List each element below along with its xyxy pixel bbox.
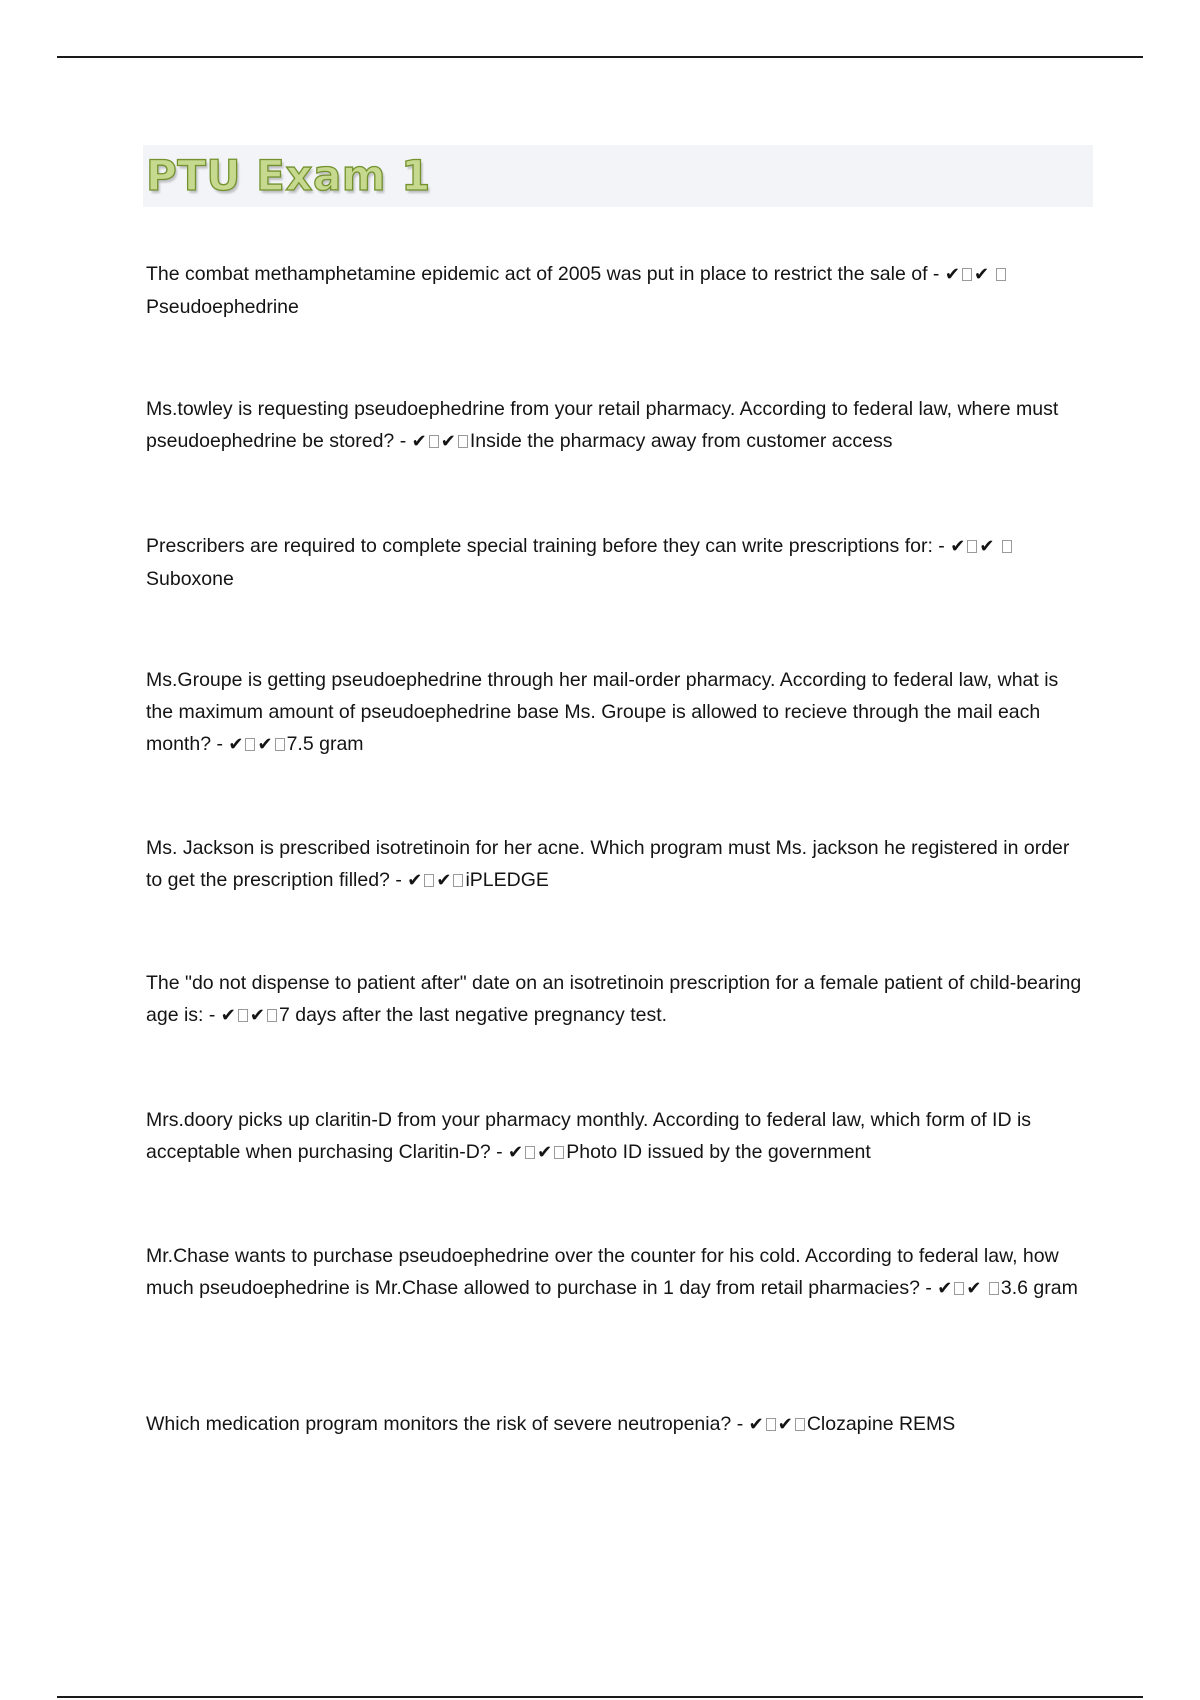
qa-item-7 bbox=[146, 1104, 1086, 1169]
placeholder-box-icon bbox=[275, 738, 285, 751]
answer-text: Clozapine REMS bbox=[806, 1413, 956, 1435]
answer-text: 3.6 gram bbox=[1000, 1277, 1078, 1299]
qa-item-3 bbox=[146, 530, 1086, 595]
qa-item-6 bbox=[146, 967, 1086, 1032]
separator: - bbox=[203, 1004, 221, 1026]
separator: - bbox=[394, 430, 412, 452]
check-icon: ✔ bbox=[220, 1005, 236, 1026]
document-title: PTU Exam 1 bbox=[146, 151, 431, 200]
check-icon: ✔ bbox=[973, 264, 990, 285]
answer-text: Inside the pharmacy away from customer access bbox=[469, 430, 893, 452]
answer-text: Photo ID issued by the government bbox=[566, 1141, 871, 1163]
check-icon: ✔ bbox=[944, 264, 960, 285]
check-icon: ✔ bbox=[950, 536, 966, 557]
check-icon: ✔ bbox=[966, 1278, 982, 1299]
check-icon: ✔ bbox=[777, 1414, 793, 1435]
header-rule bbox=[57, 56, 1143, 58]
check-icon: ✔ bbox=[257, 734, 273, 755]
placeholder-box-icon bbox=[267, 1009, 277, 1022]
footer-rule bbox=[57, 1696, 1143, 1698]
check-icon: ✔ bbox=[937, 1278, 953, 1299]
placeholder-box-icon bbox=[766, 1418, 776, 1431]
check-icon: ✔ bbox=[407, 870, 423, 891]
placeholder-box-icon bbox=[954, 1282, 964, 1295]
check-icon: ✔ bbox=[249, 1005, 265, 1026]
check-icon: ✔ bbox=[411, 431, 427, 452]
placeholder-box-icon bbox=[245, 738, 255, 751]
question-text: Mr.Chase wants to purchase pseudoephedrine over the counter for his cold. According to federal law, how much pseudoephedrine is Mr.Chase allowed to purchase in 1 day from retail pharmacies? bbox=[146, 1245, 1059, 1299]
check-icon: ✔ bbox=[436, 870, 452, 891]
qa-item-5 bbox=[146, 832, 1086, 897]
answer-text: 7 days after the last negative pregnancy test. bbox=[278, 1004, 668, 1026]
question-text: Mrs.doory picks up claritin-D from your pharmacy monthly. According to federal law, which form of ID is acceptable when purchasing Claritin-D? bbox=[146, 1109, 1032, 1163]
answer-text: 7.5 gram bbox=[286, 733, 364, 755]
separator: - bbox=[490, 1141, 509, 1163]
placeholder-box-icon bbox=[989, 1282, 999, 1295]
question-text: Which medication program monitors the risk of severe neutropenia? bbox=[146, 1413, 732, 1435]
question-text: Ms. Jackson is prescribed isotretinoin for her acne. Which program must Ms. jackson he registered in order to get the prescription filled? bbox=[146, 837, 1070, 891]
qa-item-2 bbox=[146, 393, 1086, 458]
question-text: Ms.towley is requesting pseudoephedrine from your retail pharmacy. According to federal law, where must pseudoephedrine be stored? bbox=[146, 398, 1059, 452]
qa-item-1 bbox=[146, 258, 1086, 323]
check-icon: ✔ bbox=[748, 1414, 764, 1435]
separator: - bbox=[932, 535, 951, 557]
answer-text: Suboxone bbox=[146, 568, 234, 590]
placeholder-box-icon bbox=[967, 540, 977, 553]
separator: - bbox=[927, 263, 945, 285]
check-icon: ✔ bbox=[228, 734, 244, 755]
separator: - bbox=[919, 1277, 938, 1299]
question-text: The combat methamphetamine epidemic act of 2005 was put in place to restrict the sale of bbox=[146, 263, 928, 285]
placeholder-box-icon bbox=[554, 1146, 564, 1159]
qa-item-9 bbox=[146, 1408, 1086, 1441]
separator: - bbox=[211, 733, 229, 755]
qa-item-8 bbox=[146, 1240, 1086, 1305]
check-icon: ✔ bbox=[508, 1142, 524, 1163]
placeholder-box-icon bbox=[238, 1009, 248, 1022]
check-icon: ✔ bbox=[979, 536, 995, 557]
placeholder-box-icon bbox=[1002, 540, 1012, 553]
placeholder-box-icon bbox=[424, 874, 434, 887]
check-icon: ✔ bbox=[440, 431, 456, 452]
answer-text: Pseudoephedrine bbox=[146, 296, 299, 318]
answer-text: iPLEDGE bbox=[465, 869, 549, 891]
placeholder-box-icon bbox=[962, 268, 972, 281]
placeholder-box-icon bbox=[525, 1146, 535, 1159]
placeholder-box-icon bbox=[453, 874, 463, 887]
question-text: The "do not dispense to patient after" date on an isotretinoin prescription for a female patient of child-bearing age is: bbox=[146, 972, 1082, 1026]
question-text: Prescribers are required to complete special training before they can write prescriptions for: bbox=[146, 535, 933, 557]
placeholder-box-icon bbox=[795, 1418, 805, 1431]
placeholder-box-icon bbox=[458, 435, 468, 448]
qa-item-4 bbox=[146, 664, 1086, 761]
separator: - bbox=[731, 1413, 749, 1435]
title-banner bbox=[143, 145, 1093, 207]
check-icon: ✔ bbox=[537, 1142, 553, 1163]
question-text: Ms.Groupe is getting pseudoephedrine through her mail-order pharmacy. According to federal law, what is the maximum amount of pseudoephedrine base Ms. Groupe is allowed to recieve through the mail each month? bbox=[146, 669, 1059, 755]
separator: - bbox=[389, 869, 408, 891]
placeholder-box-icon bbox=[429, 435, 439, 448]
placeholder-box-icon bbox=[996, 268, 1006, 281]
